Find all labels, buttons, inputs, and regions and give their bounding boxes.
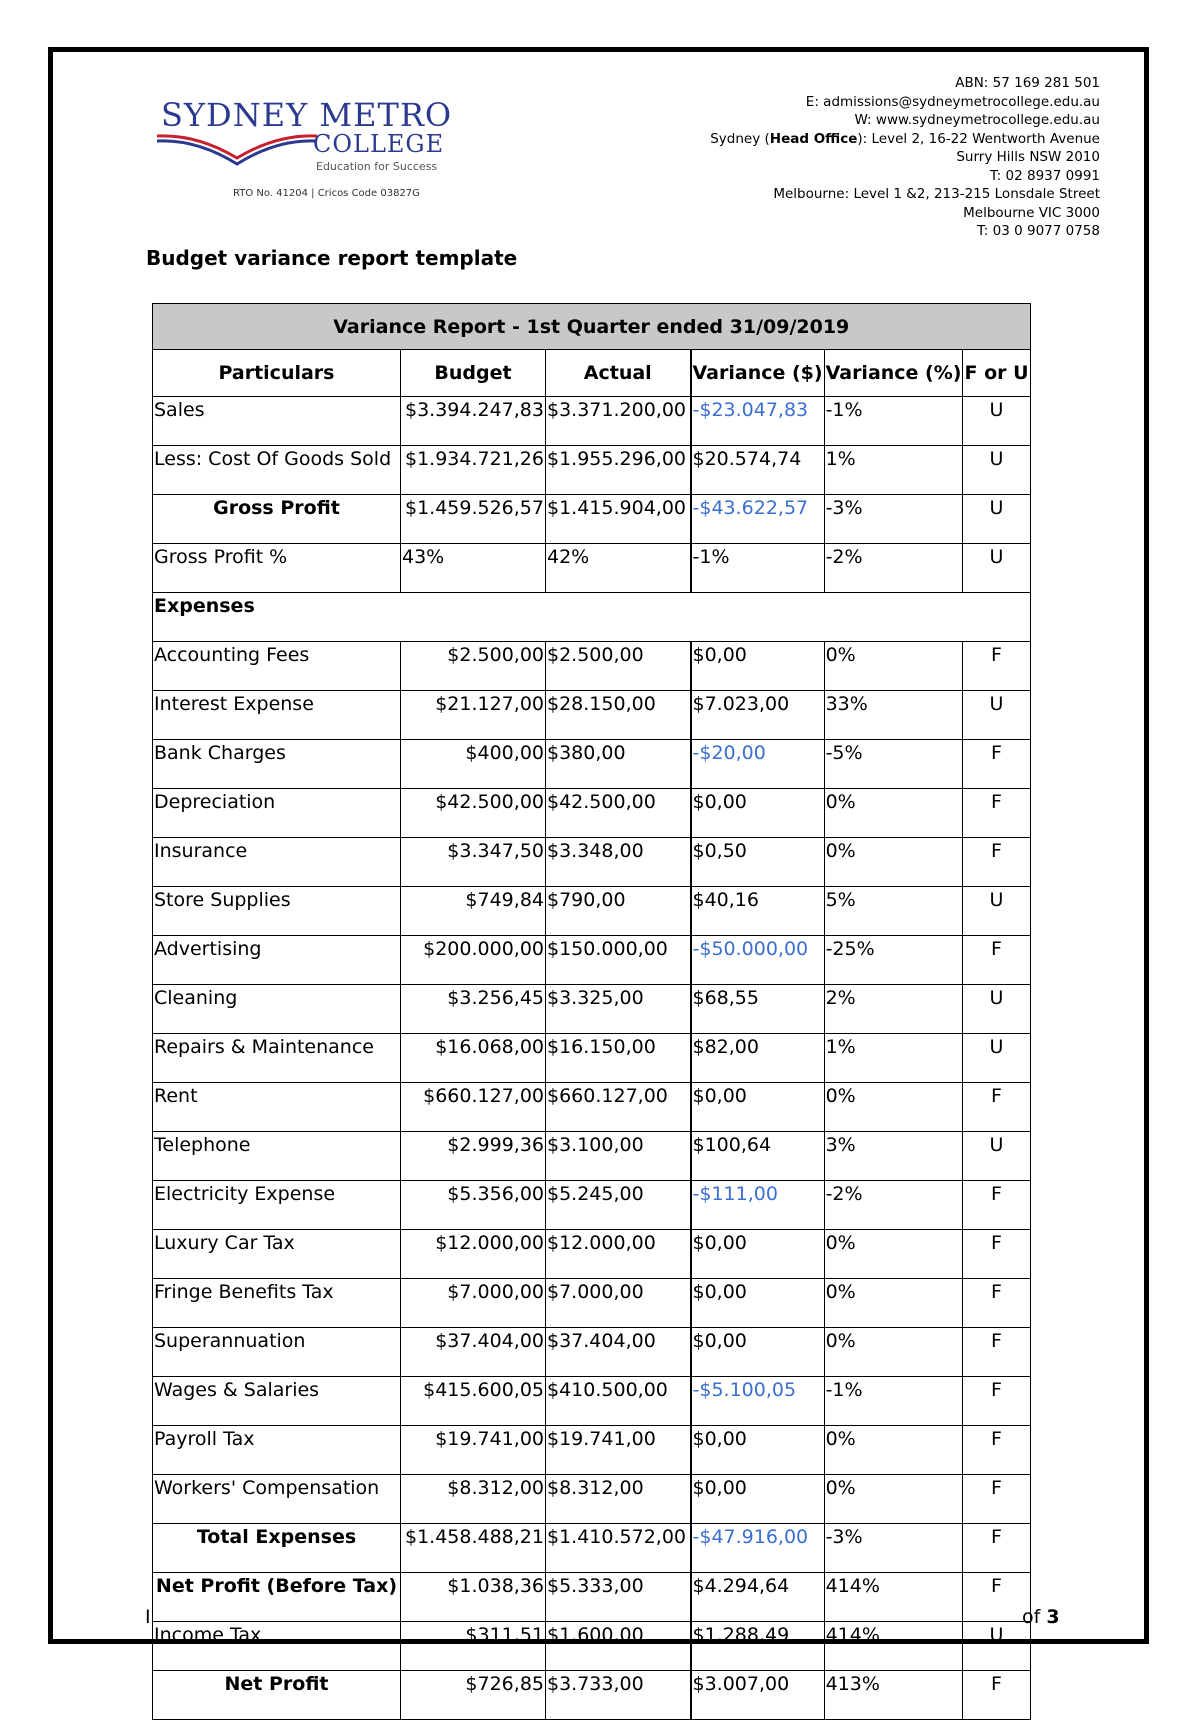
row-particular: Luxury Car Tax: [153, 1230, 401, 1279]
row-budget: $1.459.526,57: [401, 495, 546, 544]
row-f-or-u: U: [963, 1132, 1030, 1181]
website: W: www.sydneymetrocollege.edu.au: [854, 112, 1100, 128]
row-variance-percent: -3%: [824, 1524, 963, 1573]
header-variance-dollar: Variance ($): [691, 350, 825, 397]
row-particular: Net Profit (Before Tax): [153, 1573, 401, 1622]
row-actual: $37.404,00: [546, 1328, 691, 1377]
table-row: [153, 642, 1031, 691]
row-f-or-u: U: [963, 1622, 1030, 1671]
row-variance-percent: 0%: [824, 1230, 963, 1279]
row-budget: $660.127,00: [401, 1083, 546, 1132]
row-budget: $3.394.247,83: [401, 397, 546, 446]
row-f-or-u: F: [963, 789, 1030, 838]
table-row: [153, 740, 1031, 789]
sydney-address-line2: Surry Hills NSW 2010: [956, 149, 1100, 165]
table-row: [153, 1524, 1031, 1573]
logo-swoosh-icon: [157, 130, 317, 170]
row-actual: $8.312,00: [546, 1475, 691, 1524]
row-variance-percent: 33%: [824, 691, 963, 740]
row-actual: $380,00: [546, 740, 691, 789]
row-actual: $5.333,00: [546, 1573, 691, 1622]
row-actual: $1.415.904,00: [546, 495, 691, 544]
row-f-or-u: F: [963, 1377, 1030, 1426]
row-actual: $790,00: [546, 887, 691, 936]
row-f-or-u: F: [963, 1279, 1030, 1328]
row-f-or-u: F: [963, 1475, 1030, 1524]
table-row: [153, 1034, 1031, 1083]
row-budget: $8.312,00: [401, 1475, 546, 1524]
row-variance-dollar: $0,00: [691, 1328, 825, 1377]
row-variance-dollar: -$50.000,00: [691, 936, 825, 985]
row-particular: Store Supplies: [153, 887, 401, 936]
row-variance-percent: -1%: [824, 397, 963, 446]
sydney-phone: T: 02 8937 0991: [989, 167, 1100, 184]
row-variance-percent: 0%: [824, 1279, 963, 1328]
row-variance-percent: 5%: [824, 887, 963, 936]
row-f-or-u: F: [963, 642, 1030, 691]
row-budget: $21.127,00: [401, 691, 546, 740]
row-f-or-u: U: [963, 397, 1030, 446]
row-particular: Gross Profit: [153, 495, 401, 544]
row-f-or-u: U: [963, 691, 1030, 740]
row-actual: $5.245,00: [546, 1181, 691, 1230]
row-budget: $5.356,00: [401, 1181, 546, 1230]
row-variance-dollar: $68,55: [691, 985, 825, 1034]
row-actual: $28.150,00: [546, 691, 691, 740]
row-variance-dollar: -$43.622,57: [691, 495, 825, 544]
row-actual: $19.741,00: [546, 1426, 691, 1475]
row-budget: $37.404,00: [401, 1328, 546, 1377]
expenses-section-label: Expenses: [153, 593, 1031, 642]
row-variance-percent: 0%: [824, 1328, 963, 1377]
logo-name-line1: SYDNEY METRO: [161, 96, 453, 134]
row-variance-percent: 0%: [824, 838, 963, 887]
table-row: [153, 397, 1031, 446]
footer-marker: I: [145, 1606, 151, 1628]
row-variance-percent: -2%: [824, 1181, 963, 1230]
header-f-or-u: F or U: [963, 350, 1030, 397]
row-variance-percent: -1%: [824, 1377, 963, 1426]
row-variance-dollar: $20.574,74: [691, 446, 825, 495]
row-actual: 42%: [546, 544, 691, 593]
row-variance-dollar: -1%: [691, 544, 825, 593]
row-variance-percent: -2%: [824, 544, 963, 593]
table-row: [153, 985, 1031, 1034]
row-particular: Fringe Benefits Tax: [153, 1279, 401, 1328]
row-f-or-u: F: [963, 1524, 1030, 1573]
row-variance-dollar: $3.007,00: [691, 1671, 825, 1720]
row-variance-percent: 414%: [824, 1622, 963, 1671]
row-f-or-u: F: [963, 1083, 1030, 1132]
header-budget: Budget: [401, 350, 546, 397]
row-particular: Net Profit: [153, 1671, 401, 1720]
row-variance-percent: 1%: [824, 446, 963, 495]
row-actual: $7.000,00: [546, 1279, 691, 1328]
row-variance-percent: 413%: [824, 1671, 963, 1720]
row-particular: Cleaning: [153, 985, 401, 1034]
row-particular: Rent: [153, 1083, 401, 1132]
row-budget: $1.458.488,21: [401, 1524, 546, 1573]
row-actual: $1.955.296,00: [546, 446, 691, 495]
row-particular: Wages & Salaries: [153, 1377, 401, 1426]
row-f-or-u: F: [963, 1573, 1030, 1622]
row-actual: $3.100,00: [546, 1132, 691, 1181]
row-variance-dollar: $0,50: [691, 838, 825, 887]
row-f-or-u: U: [963, 544, 1030, 593]
row-particular: Superannuation: [153, 1328, 401, 1377]
row-particular: Total Expenses: [153, 1524, 401, 1573]
table-row: [153, 1671, 1031, 1720]
row-variance-percent: 1%: [824, 1034, 963, 1083]
table-row: [153, 1622, 1031, 1671]
row-actual: $3.325,00: [546, 985, 691, 1034]
row-particular: Depreciation: [153, 789, 401, 838]
row-particular: Gross Profit %: [153, 544, 401, 593]
row-budget: $2.999,36: [401, 1132, 546, 1181]
row-variance-dollar: $7.023,00: [691, 691, 825, 740]
table-row: [153, 1083, 1031, 1132]
row-budget: $749,84: [401, 887, 546, 936]
logo-name-line2: COLLEGE: [313, 130, 445, 158]
row-actual: $16.150,00: [546, 1034, 691, 1083]
row-variance-dollar: -$47.916,00: [691, 1524, 825, 1573]
row-actual: $3.371.200,00: [546, 397, 691, 446]
row-particular: Bank Charges: [153, 740, 401, 789]
row-actual: $1.410.572,00: [546, 1524, 691, 1573]
table-row: [153, 1426, 1031, 1475]
row-actual: $12.000,00: [546, 1230, 691, 1279]
table-row: [153, 1181, 1031, 1230]
melbourne-phone: T: 03 0 9077 0758: [977, 223, 1100, 239]
abn: ABN: 57 169 281 501: [955, 75, 1100, 91]
row-f-or-u: F: [963, 1230, 1030, 1279]
melbourne-address: Melbourne: Level 1 &2, 213-215 Lonsdale Street: [773, 186, 1100, 202]
table-row: [153, 1230, 1031, 1279]
row-variance-percent: 2%: [824, 985, 963, 1034]
table-row: [153, 887, 1031, 936]
row-budget: $1.038,36: [401, 1573, 546, 1622]
row-particular: Repairs & Maintenance: [153, 1034, 401, 1083]
row-f-or-u: F: [963, 740, 1030, 789]
row-variance-dollar: $0,00: [691, 642, 825, 691]
row-actual: $660.127,00: [546, 1083, 691, 1132]
row-variance-percent: 0%: [824, 1083, 963, 1132]
row-f-or-u: U: [963, 495, 1030, 544]
row-budget: $3.256,45: [401, 985, 546, 1034]
expenses-section-row: [153, 593, 1031, 642]
variance-report-table: [152, 303, 1031, 1720]
table-row: [153, 544, 1031, 593]
row-budget: $1.934.721,26: [401, 446, 546, 495]
row-f-or-u: U: [963, 446, 1030, 495]
page-count: of 3: [1022, 1606, 1060, 1628]
row-budget: $415.600,05: [401, 1377, 546, 1426]
row-budget: 43%: [401, 544, 546, 593]
contact-block: [710, 74, 1100, 241]
row-variance-dollar: $100,64: [691, 1132, 825, 1181]
logo-tagline: Education for Success: [316, 160, 438, 173]
header-actual: Actual: [546, 350, 691, 397]
row-actual: $410.500,00: [546, 1377, 691, 1426]
table-row: [153, 1279, 1031, 1328]
row-budget: $12.000,00: [401, 1230, 546, 1279]
table-row: [153, 1573, 1031, 1622]
row-budget: $2.500,00: [401, 642, 546, 691]
row-f-or-u: F: [963, 1181, 1030, 1230]
row-variance-percent: 0%: [824, 1475, 963, 1524]
row-variance-dollar: -$23.047,83: [691, 397, 825, 446]
table-caption-row: [153, 304, 1031, 350]
table-row: [153, 936, 1031, 985]
sydney-address: Sydney (Head Office): Level 2, 16-22 Wentworth Avenue: [710, 130, 1100, 147]
row-f-or-u: F: [963, 936, 1030, 985]
college-logo: [155, 96, 455, 206]
row-particular: Less: Cost Of Goods Sold: [153, 446, 401, 495]
row-variance-dollar: $0,00: [691, 1230, 825, 1279]
row-budget: $726,85: [401, 1671, 546, 1720]
table-row: [153, 446, 1031, 495]
row-variance-percent: 0%: [824, 642, 963, 691]
row-variance-percent: -5%: [824, 740, 963, 789]
row-budget: $400,00: [401, 740, 546, 789]
row-particular: Advertising: [153, 936, 401, 985]
row-f-or-u: F: [963, 1671, 1030, 1720]
row-variance-dollar: $0,00: [691, 1475, 825, 1524]
row-budget: $42.500,00: [401, 789, 546, 838]
row-variance-percent: 3%: [824, 1132, 963, 1181]
row-actual: $3.733,00: [546, 1671, 691, 1720]
row-budget: $7.000,00: [401, 1279, 546, 1328]
row-variance-dollar: $1.288,49: [691, 1622, 825, 1671]
table-row: [153, 1328, 1031, 1377]
table-caption: Variance Report - 1st Quarter ended 31/09/2019: [153, 304, 1031, 350]
email: E: admissions@sydneymetrocollege.edu.au: [805, 93, 1100, 110]
row-budget: $3.347,50: [401, 838, 546, 887]
table-row: [153, 1132, 1031, 1181]
row-actual: $150.000,00: [546, 936, 691, 985]
row-particular: Income Tax: [153, 1622, 401, 1671]
table-row: [153, 1475, 1031, 1524]
row-particular: Sales: [153, 397, 401, 446]
row-variance-percent: 414%: [824, 1573, 963, 1622]
row-particular: Telephone: [153, 1132, 401, 1181]
table-row: [153, 691, 1031, 740]
header-variance-percent: Variance (%): [824, 350, 963, 397]
row-f-or-u: F: [963, 1328, 1030, 1377]
table-header-row: [153, 350, 1031, 397]
row-budget: $16.068,00: [401, 1034, 546, 1083]
row-variance-dollar: $0,00: [691, 1426, 825, 1475]
row-particular: Accounting Fees: [153, 642, 401, 691]
table-row: [153, 495, 1031, 544]
row-budget: $311,51: [401, 1622, 546, 1671]
rto-code: RTO No. 41204 | Cricos Code 03827G: [233, 188, 420, 199]
row-particular: Payroll Tax: [153, 1426, 401, 1475]
row-variance-dollar: -$20,00: [691, 740, 825, 789]
row-particular: Interest Expense: [153, 691, 401, 740]
row-variance-dollar: $0,00: [691, 789, 825, 838]
header-particulars: Particulars: [153, 350, 401, 397]
document-title: Budget variance report template: [146, 246, 518, 270]
melbourne-address-line2: Melbourne VIC 3000: [963, 204, 1100, 221]
row-variance-dollar: -$111,00: [691, 1181, 825, 1230]
table-row: [153, 838, 1031, 887]
row-variance-dollar: -$5.100,05: [691, 1377, 825, 1426]
row-variance-dollar: $0,00: [691, 1279, 825, 1328]
row-particular: Insurance: [153, 838, 401, 887]
row-actual: $2.500,00: [546, 642, 691, 691]
row-variance-percent: -3%: [824, 495, 963, 544]
row-f-or-u: F: [963, 1426, 1030, 1475]
row-f-or-u: U: [963, 887, 1030, 936]
row-variance-dollar: $4.294,64: [691, 1573, 825, 1622]
row-variance-dollar: $82,00: [691, 1034, 825, 1083]
row-actual: $42.500,00: [546, 789, 691, 838]
table-row: [153, 1377, 1031, 1426]
row-variance-dollar: $40,16: [691, 887, 825, 936]
row-variance-percent: 0%: [824, 789, 963, 838]
row-variance-percent: 0%: [824, 1426, 963, 1475]
row-f-or-u: U: [963, 1034, 1030, 1083]
row-particular: Workers' Compensation: [153, 1475, 401, 1524]
row-actual: $1.600,00: [546, 1622, 691, 1671]
row-f-or-u: F: [963, 838, 1030, 887]
row-actual: $3.348,00: [546, 838, 691, 887]
row-variance-dollar: $0,00: [691, 1083, 825, 1132]
row-particular: Electricity Expense: [153, 1181, 401, 1230]
row-f-or-u: U: [963, 985, 1030, 1034]
table-row: [153, 789, 1031, 838]
row-budget: $200.000,00: [401, 936, 546, 985]
row-budget: $19.741,00: [401, 1426, 546, 1475]
row-variance-percent: -25%: [824, 936, 963, 985]
